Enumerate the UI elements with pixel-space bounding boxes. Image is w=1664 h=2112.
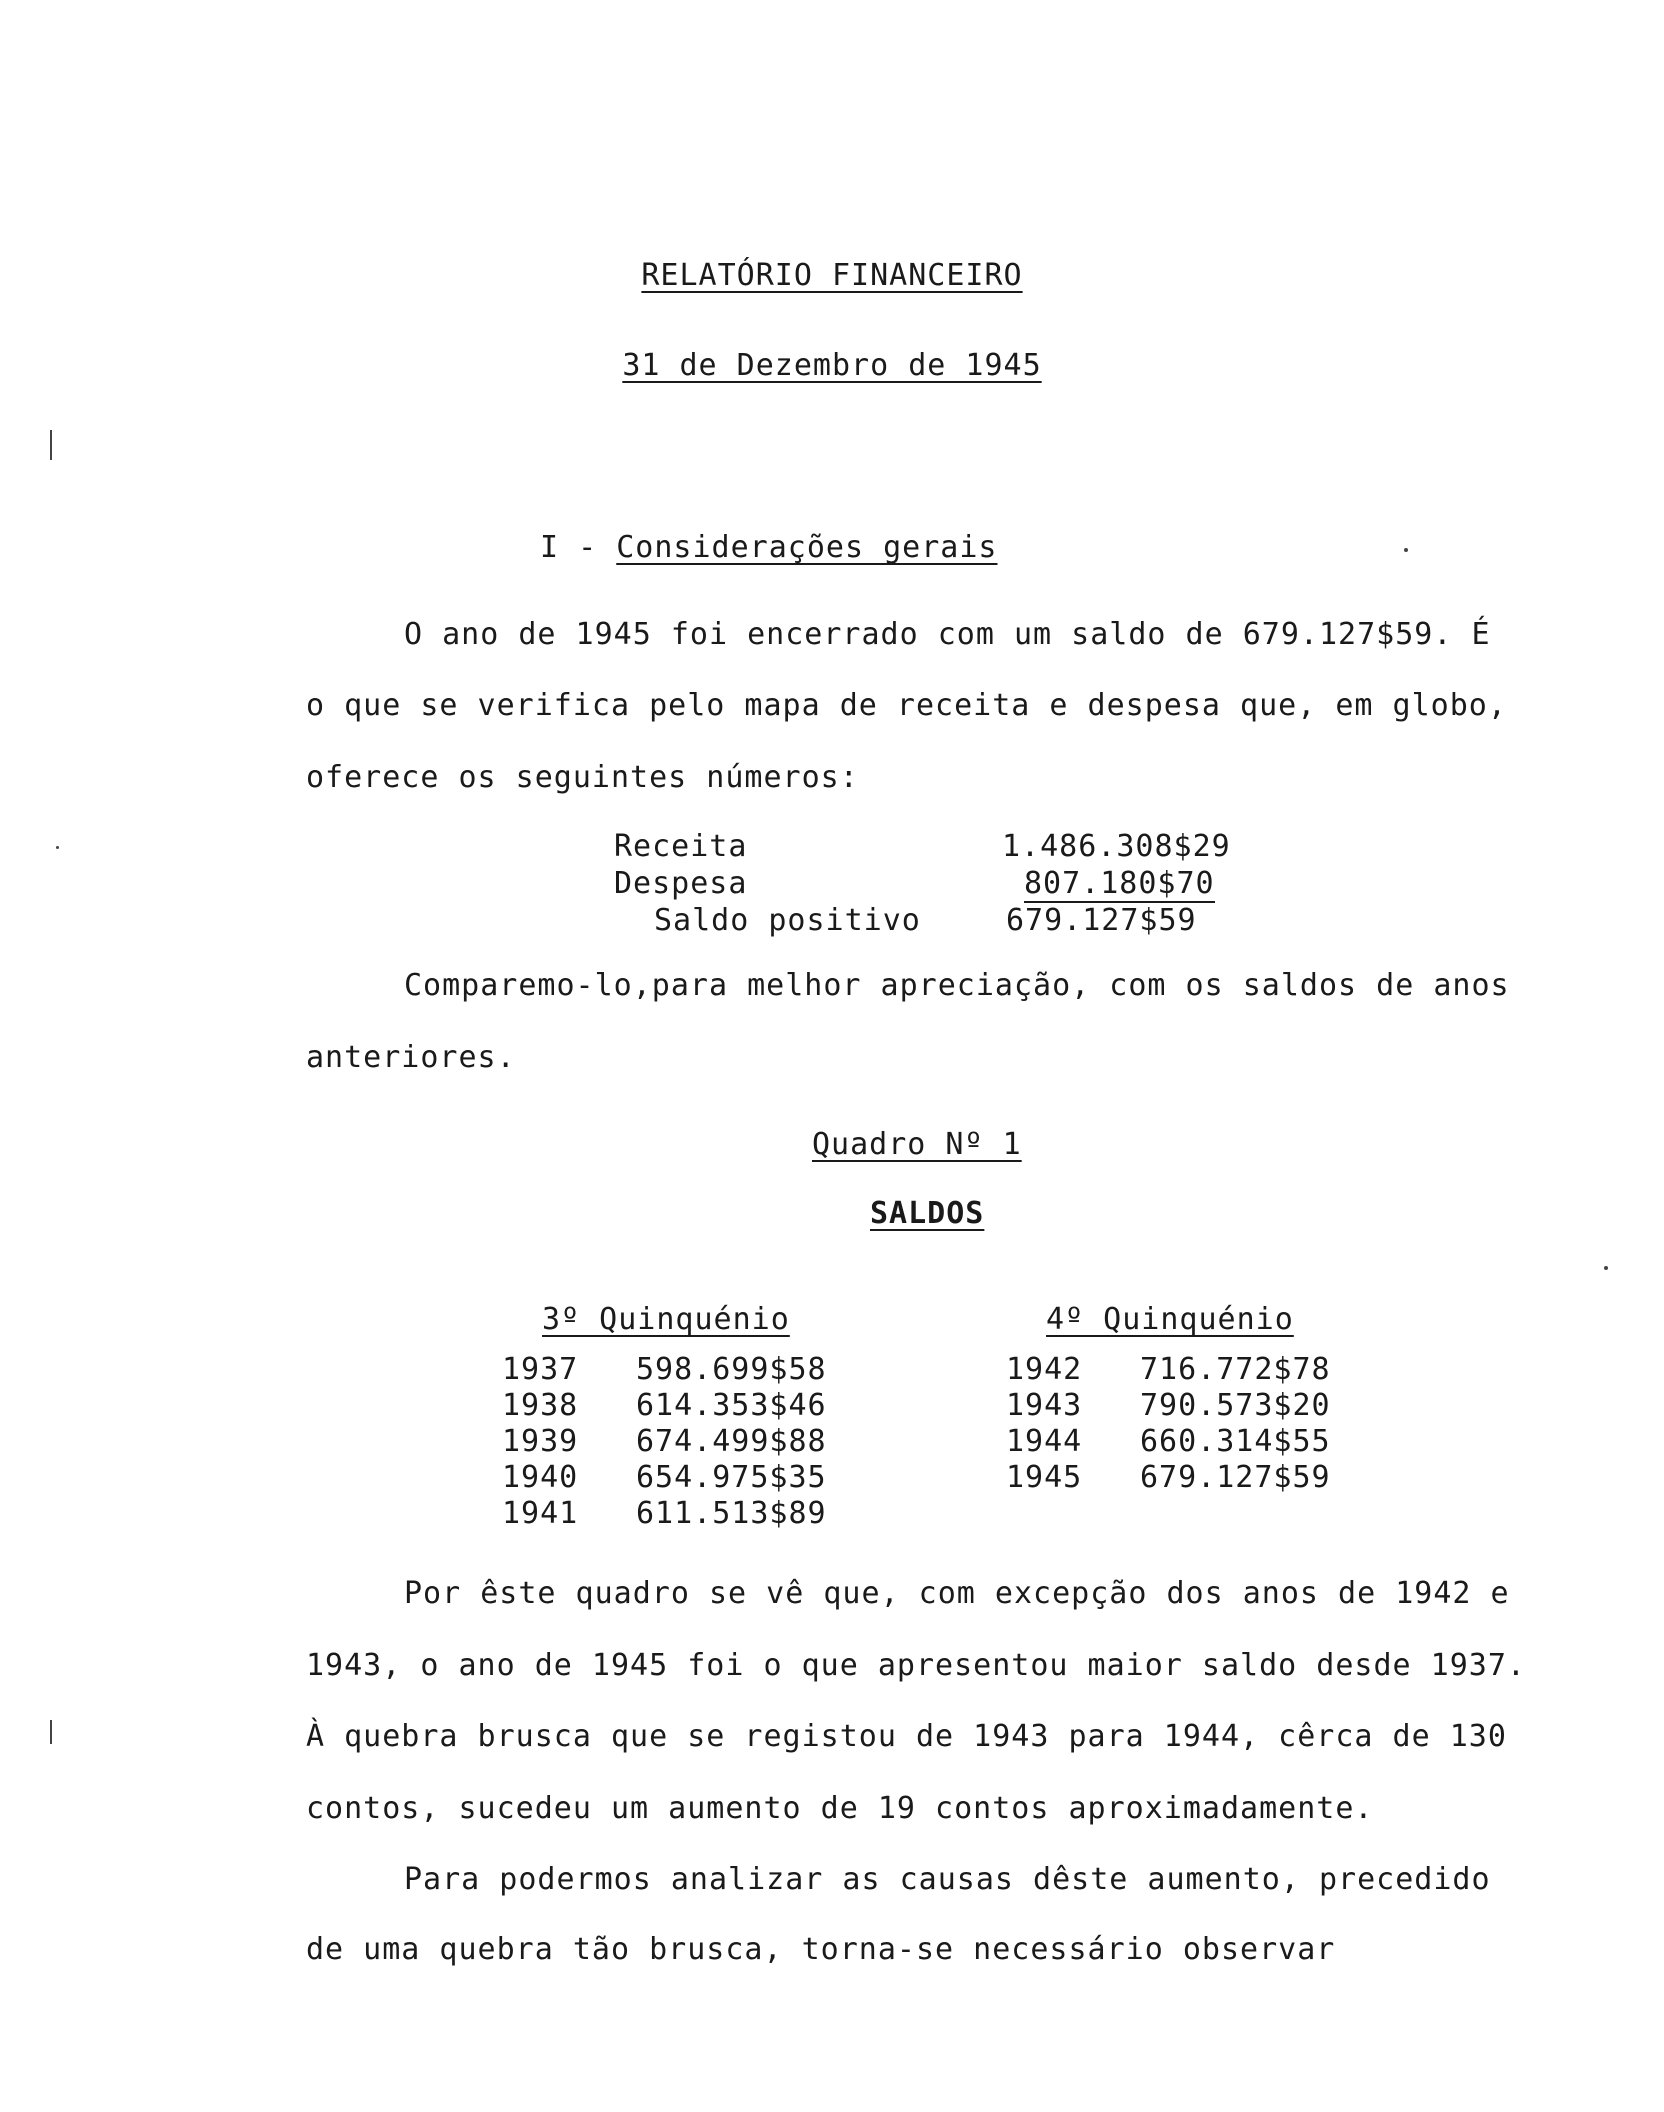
title-text: RELATÓRIO FINANCEIRO xyxy=(641,258,1023,293)
final-line-2-text: de uma quebra tão brusca, torna-se necessário observar xyxy=(306,1932,1336,1967)
row-year: 1942 xyxy=(1006,1352,1083,1387)
document-date xyxy=(0,348,1664,383)
row-value: 674.499$88 xyxy=(636,1424,827,1459)
quinquenio-4-header-text: 4º Quinquénio xyxy=(1046,1302,1294,1337)
analysis-line-1 xyxy=(404,1576,1510,1611)
intro-line-3-text: oferece os seguintes números: xyxy=(306,760,859,795)
document-title xyxy=(0,258,1664,293)
section-heading xyxy=(540,530,997,565)
table-row xyxy=(502,1352,827,1387)
row-year: 1945 xyxy=(1006,1460,1083,1495)
receita-value: 1.486.308$29 xyxy=(1002,829,1231,864)
table-row xyxy=(502,1460,827,1495)
paper-mark xyxy=(50,1720,52,1744)
paper-mark xyxy=(50,430,52,460)
row-year: 1943 xyxy=(1006,1388,1083,1423)
row-value: 660.314$55 xyxy=(1140,1424,1331,1459)
row-year: 1940 xyxy=(502,1460,579,1495)
table-subtitle xyxy=(870,1196,984,1231)
intro-line-1-text: O ano de 1945 foi encerrado com um saldo de 679.127$59. É xyxy=(404,617,1491,652)
row-year: 1939 xyxy=(502,1424,579,1459)
date-text: 31 de Dezembro de 1945 xyxy=(622,348,1042,383)
section-number: I - xyxy=(540,530,598,565)
quinquenio-3-header xyxy=(542,1302,790,1337)
summary-value-despesa xyxy=(1024,866,1215,901)
table-row xyxy=(1006,1352,1331,1387)
table-title-text: Quadro Nº 1 xyxy=(812,1127,1022,1162)
section-title: Considerações gerais xyxy=(616,530,998,565)
row-year: 1938 xyxy=(502,1388,579,1423)
final-line-2 xyxy=(306,1932,1335,1967)
quinquenio-3-header-text: 3º Quinquénio xyxy=(542,1302,790,1337)
analysis-line-4 xyxy=(306,1791,1373,1826)
paper-speck xyxy=(1404,548,1408,552)
analysis-line-2-text: 1943, o ano de 1945 foi o que apresentou maior saldo desde 1937. xyxy=(306,1648,1526,1683)
row-year: 1937 xyxy=(502,1352,579,1387)
analysis-line-4-text: contos, sucedeu um aumento de 19 contos aproximadamente. xyxy=(306,1791,1374,1826)
compare-line-1-text: Comparemo-lo,para melhor apreciação, com os saldos de anos xyxy=(404,968,1510,1003)
row-value: 611.513$89 xyxy=(636,1496,827,1531)
summary-label-saldo: Saldo positivo xyxy=(654,903,921,938)
despesa-value: 807.180$70 xyxy=(1024,866,1215,901)
analysis-line-2 xyxy=(306,1648,1526,1683)
row-value: 598.699$58 xyxy=(636,1352,827,1387)
row-value: 614.353$46 xyxy=(636,1388,827,1423)
saldo-value: 679.127$59 xyxy=(1006,903,1197,938)
analysis-line-1-text: Por êste quadro se vê que, com excepção dos anos de 1942 e xyxy=(404,1576,1510,1611)
summary-value-receita xyxy=(1002,829,1231,864)
table-row xyxy=(502,1388,827,1423)
compare-line-1 xyxy=(404,968,1510,1003)
summary-label-receita: Receita xyxy=(614,829,748,864)
analysis-line-3-text: À quebra brusca que se registou de 1943 para 1944, cêrca de 130 xyxy=(306,1719,1507,1754)
final-line-1 xyxy=(404,1862,1491,1897)
row-value: 790.573$20 xyxy=(1140,1388,1331,1423)
table-title xyxy=(812,1127,1022,1162)
table-row xyxy=(1006,1424,1331,1459)
intro-line-2-text: o que se verifica pelo mapa de receita e despesa que, em globo, xyxy=(306,688,1507,723)
final-line-1-text: Para podermos analizar as causas dêste aumento, precedido xyxy=(404,1862,1491,1897)
compare-line-2 xyxy=(306,1040,516,1075)
intro-line-2 xyxy=(306,688,1507,723)
table-row xyxy=(502,1424,827,1459)
table-row xyxy=(502,1496,827,1531)
paper-speck xyxy=(1604,1266,1608,1270)
quinquenio-4-header xyxy=(1046,1302,1294,1337)
row-year: 1941 xyxy=(502,1496,579,1531)
intro-line-3 xyxy=(306,760,859,795)
intro-line-1 xyxy=(404,617,1532,652)
compare-line-2-text: anteriores. xyxy=(306,1040,516,1075)
row-year: 1944 xyxy=(1006,1424,1083,1459)
row-value: 679.127$59 xyxy=(1140,1460,1331,1495)
table-subtitle-text: SALDOS xyxy=(870,1196,985,1231)
table-row xyxy=(1006,1460,1331,1495)
summary-label-despesa: Despesa xyxy=(614,866,748,901)
row-value: 716.772$78 xyxy=(1140,1352,1331,1387)
analysis-line-3 xyxy=(306,1719,1507,1754)
table-row xyxy=(1006,1388,1331,1423)
row-value: 654.975$35 xyxy=(636,1460,827,1495)
summary-value-saldo xyxy=(1006,903,1197,938)
paper-speck xyxy=(56,846,59,849)
